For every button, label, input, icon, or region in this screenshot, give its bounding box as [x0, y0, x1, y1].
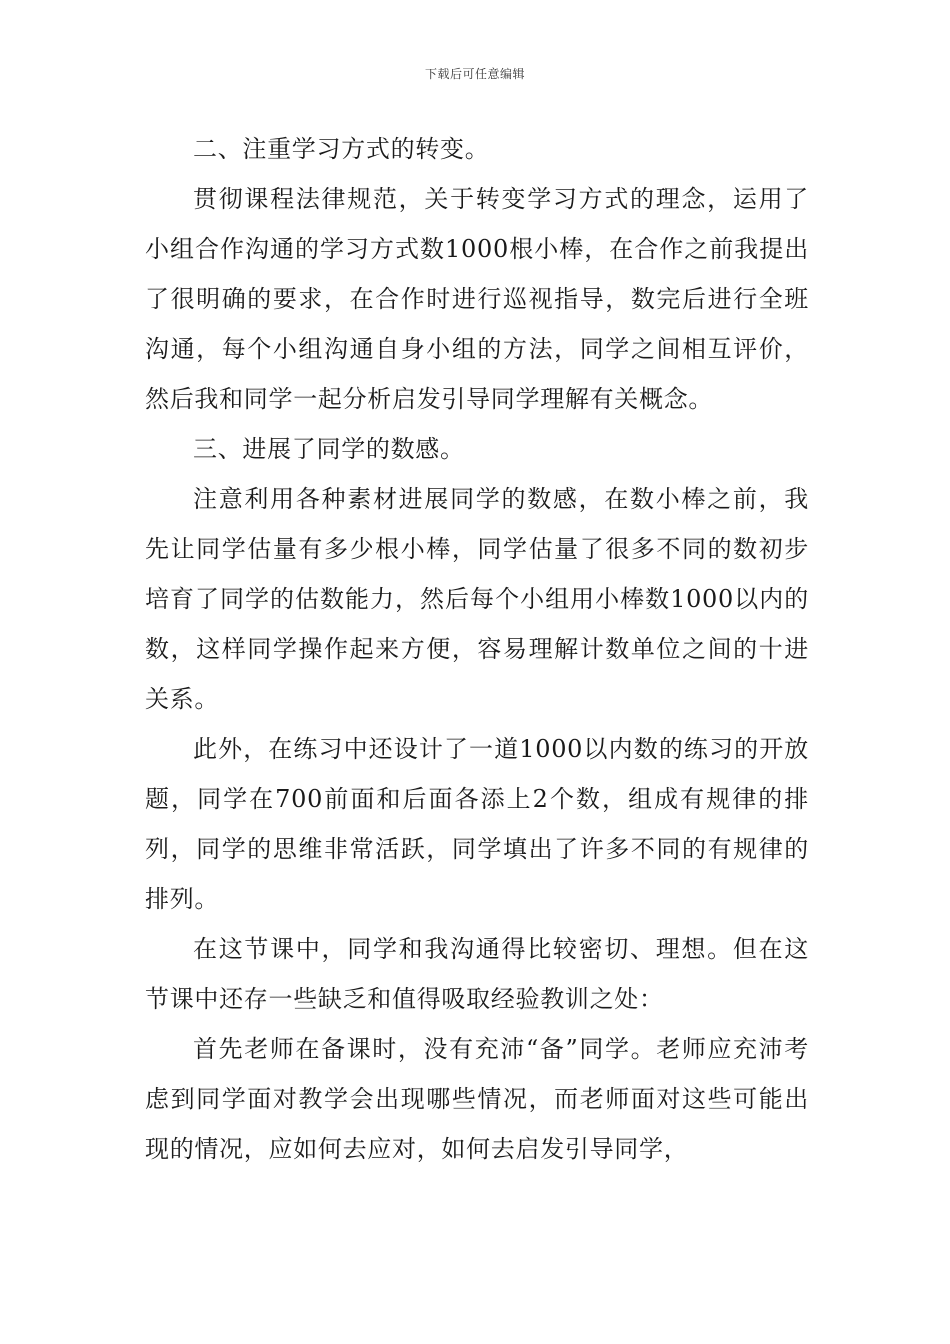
paragraph: 在这节课中，同学和我沟通得比较密切、理想。但在这节课中还存一些缺乏和值得吸取经验教训之处： [145, 935, 809, 1013]
page-header: 下载后可任意编辑 [424, 67, 525, 81]
section-heading-3: 三、进展了同学的数感。 [193, 435, 465, 463]
paragraph: 首先老师在备课时，没有充沛“备”同学。老师应充沛考虑到同学面对教学会出现哪些情况，而老师面对这些可能出现的情况，应如何去应对，如何去启发引导同学， [145, 1035, 809, 1163]
document-body [145, 124, 809, 1174]
section-heading-2: 二、注重学习方式的转变。 [193, 135, 490, 163]
paragraph: 贯彻课程法律规范，关于转变学习方式的理念，运用了小组合作沟通的学习方式数1000根小棒，在合作之前我提出了很明确的要求，在合作时进行巡视指导，数完后进行全班沟通，每个小组沟通自身小组的方法，同学之间相互评价，然后我和同学一起分析启发引导同学理解有关概念。 [145, 185, 809, 413]
paragraph: 注意利用各种素材进展同学的数感，在数小棒之前，我先让同学估量有多少根小棒，同学估量了很多不同的数初步培育了同学的估数能力，然后每个小组用小棒数1000以内的数，这样同学操作起来方便，容易理解计数单位之间的十进关系。 [145, 485, 809, 713]
paragraph: 此外，在练习中还设计了一道1000以内数的练习的开放题，同学在700前面和后面各添上2个数，组成有规律的排列，同学的思维非常活跃，同学填出了许多不同的有规律的排列。 [145, 735, 809, 913]
